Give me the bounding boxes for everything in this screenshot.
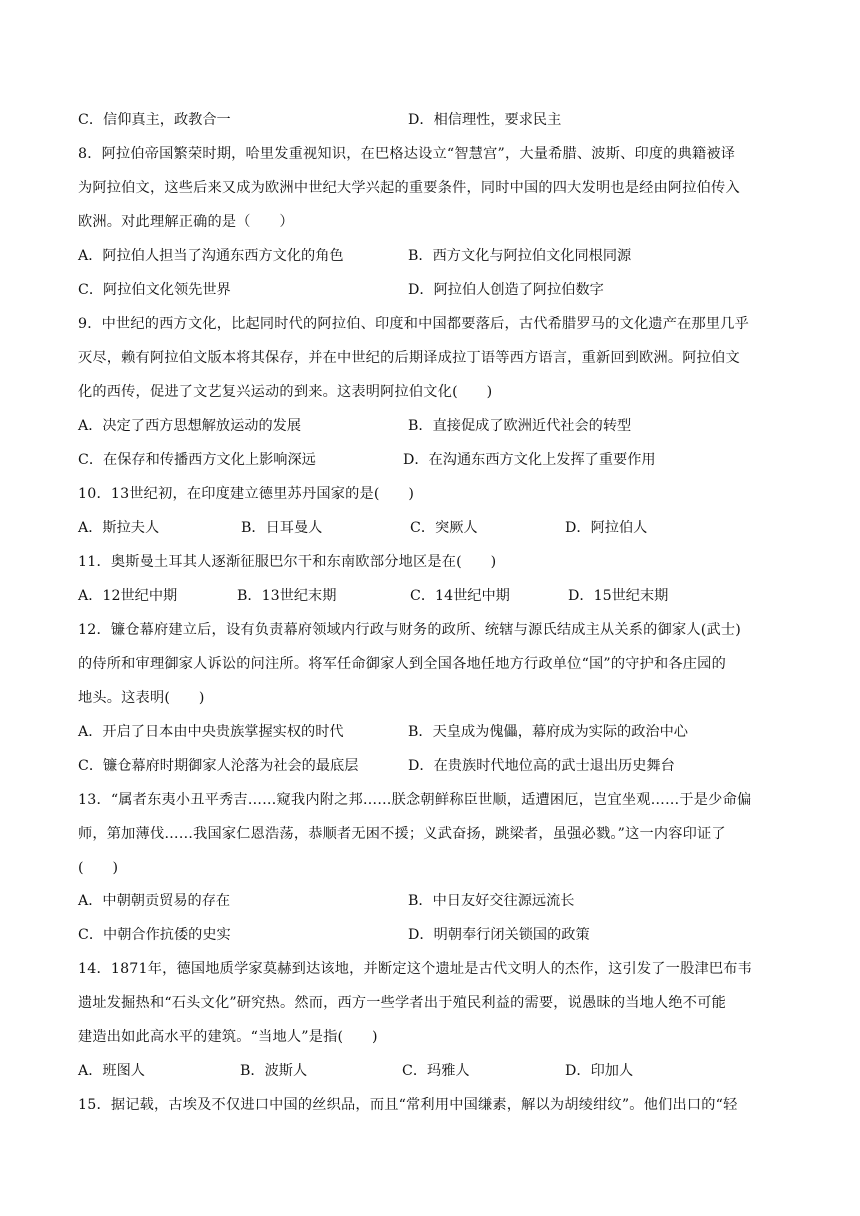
q8-option-c: C．阿拉伯文化领先世界 <box>78 282 231 298</box>
q11-option-b: B．13世纪末期 <box>237 588 337 604</box>
q12-stem-line-1: 12．镰仓幕府建立后，设有负责幕府领域内行政与财务的政所、统辖与源氏结成主从关系的御家人(武士) <box>78 622 741 638</box>
q14-stem-line-2: 遗址发掘热和“石头文化”研究热。然而，西方一些学者出于殖民利益的需要，说愚昧的当地人绝不可能 <box>78 995 726 1011</box>
q14-option-a: A．班图人 <box>78 1063 145 1079</box>
q9-option-b: B．直接促成了欧洲近代社会的转型 <box>408 418 632 434</box>
q11-stem: 11．奥斯曼土耳其人逐渐征服巴尔干和东南欧部分地区是在( ) <box>78 554 497 570</box>
q7-option-d: D．相信理性，要求民主 <box>408 112 562 128</box>
q10-stem: 10．13世纪初，在印度建立德里苏丹国家的是( ) <box>78 486 415 502</box>
q13-option-a: A．中朝朝贡贸易的存在 <box>78 893 231 909</box>
q14-option-d: D．印加人 <box>565 1063 634 1079</box>
q10-option-b: B．日耳曼人 <box>241 520 323 536</box>
q10-option-d: D．阿拉伯人 <box>565 520 648 536</box>
q11-option-d: D．15世纪末期 <box>568 588 669 604</box>
q14-option-b: B．波斯人 <box>240 1063 308 1079</box>
q15-stem-line-1: 15．据记载，古埃及不仅进口中国的丝织品，而且“常利用中国缣素，解以为胡绫绀纹”。他们出口的“轻 <box>78 1097 738 1113</box>
q12-stem-line-2: 的侍所和审理御家人诉讼的问注所。将军任命御家人到全国各地任地方行政单位“国”的守护和各庄园的 <box>78 656 726 672</box>
q7-option-c: C．信仰真主，政教合一 <box>78 112 231 128</box>
q8-option-b: B．西方文化与阿拉伯文化同根同源 <box>408 248 632 264</box>
q14-stem-line-3: 建造出如此高水平的建筑。“当地人”是指( ) <box>78 1029 378 1045</box>
q9-stem-line-2: 灭尽，赖有阿拉伯文版本将其保存，并在中世纪的后期译成拉丁语等西方语言，重新回到欧洲。阿拉伯文 <box>78 350 740 366</box>
q13-option-b: B．中日友好交往源远流长 <box>408 893 575 909</box>
q14-option-c: C．玛雅人 <box>402 1063 470 1079</box>
q12-option-b: B．天皇成为傀儡，幕府成为实际的政治中心 <box>408 724 688 740</box>
q9-stem-line-3: 化的西传，促进了文艺复兴运动的到来。这表明阿拉伯文化( ) <box>78 384 493 400</box>
q13-stem-line-3: ( ) <box>78 860 119 876</box>
q12-stem-line-3: 地头。这表明( ) <box>78 690 205 706</box>
q14-stem-line-1: 14．1871年，德国地质学家莫赫到达该地，并断定这个遗址是古代文明人的杰作，这引发了一股津巴布韦 <box>78 961 753 977</box>
q8-option-a: A．阿拉伯人担当了沟通东西方文化的角色 <box>78 248 344 264</box>
q8-stem-line-1: 8．阿拉伯帝国繁荣时期，哈里发重视知识，在巴格达设立“智慧宫”，大量希腊、波斯、印度的典籍被译 <box>78 146 736 162</box>
q8-stem-line-2: 为阿拉伯文，这些后来又成为欧洲中世纪大学兴起的重要条件，同时中国的四大发明也是经由阿拉伯传入 <box>78 180 740 196</box>
q13-stem-line-2: 师，第加薄伐……我国家仁恩浩荡，恭顺者无困不援；义武奋扬，跳梁者，虽强必戮。”这一内容印证了 <box>78 826 726 842</box>
q11-option-c: C．14世纪中期 <box>410 588 510 604</box>
q12-option-c: C．镰仓幕府时期御家人沦落为社会的最底层 <box>78 758 359 774</box>
q13-stem-line-1: 13．“属者东夷小丑平秀吉……窥我内附之邦……朕念朝鲜称臣世顺，适遭困厄，岂宜坐观……于是少命偏 <box>78 792 752 808</box>
q8-option-d: D．阿拉伯人创造了阿拉伯数字 <box>408 282 604 298</box>
q10-option-a: A．斯拉夫人 <box>78 520 160 536</box>
q9-option-d: D．在沟通东西方文化上发挥了重要作用 <box>403 452 656 468</box>
q9-stem-line-1: 9．中世纪的西方文化，比起同时代的阿拉伯、印度和中国都要落后，古代希腊罗马的文化遗产在那里几乎 <box>78 316 750 332</box>
q13-option-d: D．明朝奉行闭关锁国的政策 <box>408 927 590 943</box>
q9-option-c: C．在保存和传播西方文化上影响深远 <box>78 452 316 468</box>
q8-stem-line-3: 欧洲。对此理解正确的是（ ） <box>78 214 294 230</box>
q10-option-c: C．突厥人 <box>410 520 478 536</box>
q9-option-a: A．决定了西方思想解放运动的发展 <box>78 418 302 434</box>
q13-option-c: C．中朝合作抗倭的史实 <box>78 927 231 943</box>
q11-option-a: A．12世纪中期 <box>78 588 178 604</box>
q12-option-d: D．在贵族时代地位高的武士退出历史舞台 <box>408 758 675 774</box>
q12-option-a: A．开启了日本由中央贵族掌握实权的时代 <box>78 724 344 740</box>
